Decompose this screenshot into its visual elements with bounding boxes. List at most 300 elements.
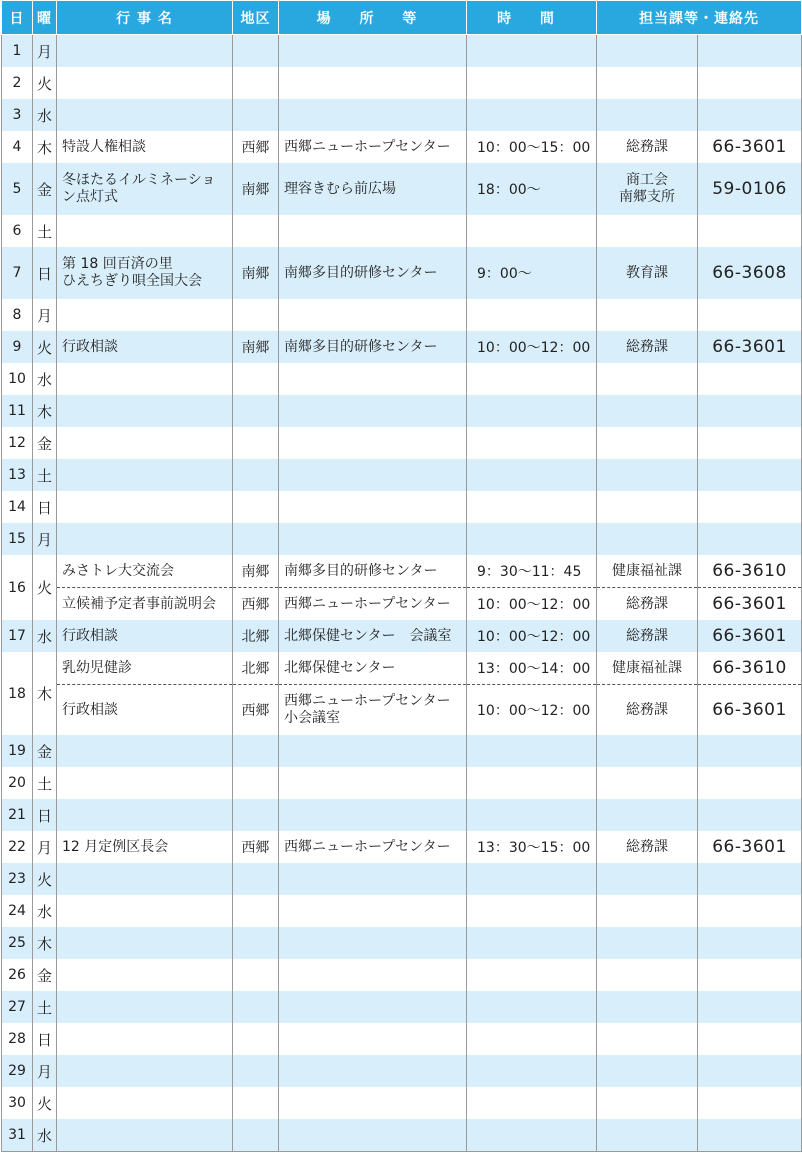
event-area [233, 895, 279, 927]
day-number: 4 [2, 131, 33, 163]
weekday: 木 [33, 395, 57, 427]
event-time [467, 491, 597, 523]
event-tel [698, 299, 802, 331]
event-dept [597, 799, 698, 831]
event-name [57, 927, 233, 959]
event-time [467, 363, 597, 395]
day-number: 12 [2, 427, 33, 459]
event-place [279, 523, 467, 555]
table-row [2, 247, 802, 299]
table-row [2, 163, 802, 215]
event-tel [698, 863, 802, 895]
event-name [57, 215, 233, 247]
event-area: 北郷 [233, 620, 279, 652]
table-row [2, 652, 802, 685]
table-row [2, 215, 802, 247]
event-time: 10：00～12：00 [467, 331, 597, 363]
event-area: 西郷 [233, 588, 279, 621]
event-tel [698, 363, 802, 395]
event-place [279, 395, 467, 427]
table-row [2, 1119, 802, 1152]
event-name [57, 35, 233, 68]
event-dept [597, 863, 698, 895]
day-number: 29 [2, 1055, 33, 1087]
event-name [57, 363, 233, 395]
event-place: 西郷ニューホープセンター [279, 831, 467, 863]
event-area [233, 35, 279, 68]
event-name [57, 1023, 233, 1055]
event-tel [698, 767, 802, 799]
event-time: 10：00～12：00 [467, 588, 597, 621]
table-row [2, 555, 802, 588]
event-dept [597, 991, 698, 1023]
event-dept [597, 1023, 698, 1055]
event-dept [597, 1055, 698, 1087]
event-place [279, 1119, 467, 1152]
event-time [467, 395, 597, 427]
event-tel [698, 427, 802, 459]
table-row [2, 799, 802, 831]
day-number: 6 [2, 215, 33, 247]
event-place [279, 99, 467, 131]
event-place [279, 767, 467, 799]
event-time: 13：30～15：00 [467, 831, 597, 863]
event-place [279, 363, 467, 395]
event-time [467, 767, 597, 799]
event-dept [597, 67, 698, 99]
event-area: 南郷 [233, 555, 279, 588]
event-place [279, 491, 467, 523]
table-row [2, 1023, 802, 1055]
weekday: 金 [33, 163, 57, 215]
event-name [57, 991, 233, 1023]
event-tel: 59-0106 [698, 163, 802, 215]
event-dept [597, 927, 698, 959]
event-dept [597, 363, 698, 395]
table-row [2, 67, 802, 99]
event-place [279, 1023, 467, 1055]
day-number: 16 [2, 555, 33, 620]
event-time [467, 1023, 597, 1055]
event-name [57, 863, 233, 895]
table-row [2, 831, 802, 863]
event-area [233, 927, 279, 959]
event-tel [698, 395, 802, 427]
event-area [233, 363, 279, 395]
weekday: 月 [33, 35, 57, 68]
weekday: 日 [33, 799, 57, 831]
event-area [233, 991, 279, 1023]
event-name [57, 767, 233, 799]
event-tel: 66-3601 [698, 131, 802, 163]
event-place [279, 299, 467, 331]
weekday: 日 [33, 1023, 57, 1055]
event-time [467, 799, 597, 831]
table-row [2, 767, 802, 799]
event-tel: 66-3601 [698, 588, 802, 621]
header-place: 場 所 等 [279, 1, 467, 35]
day-number: 13 [2, 459, 33, 491]
event-area: 南郷 [233, 163, 279, 215]
event-name [57, 895, 233, 927]
table-row [2, 35, 802, 68]
weekday: 木 [33, 927, 57, 959]
event-place [279, 215, 467, 247]
day-number: 5 [2, 163, 33, 215]
event-place [279, 863, 467, 895]
event-tel [698, 67, 802, 99]
weekday: 水 [33, 895, 57, 927]
header-contact: 担当課等・連絡先 [597, 1, 802, 35]
event-tel [698, 35, 802, 68]
day-number: 3 [2, 99, 33, 131]
weekday: 水 [33, 363, 57, 395]
table-row [2, 620, 802, 652]
event-place: 南郷多目的研修センター [279, 247, 467, 299]
event-tel [698, 523, 802, 555]
weekday: 水 [33, 99, 57, 131]
table-row [2, 523, 802, 555]
table-row [2, 99, 802, 131]
event-place: 北郷保健センター 会議室 [279, 620, 467, 652]
event-area: 西郷 [233, 131, 279, 163]
weekday: 日 [33, 491, 57, 523]
event-place [279, 799, 467, 831]
day-number: 24 [2, 895, 33, 927]
event-place: 南郷多目的研修センター [279, 331, 467, 363]
event-tel [698, 735, 802, 767]
event-dept [597, 459, 698, 491]
event-time: 18：00～ [467, 163, 597, 215]
header-event: 行 事 名 [57, 1, 233, 35]
table-row [2, 427, 802, 459]
event-dept [597, 735, 698, 767]
event-time [467, 735, 597, 767]
event-place [279, 927, 467, 959]
weekday: 月 [33, 1055, 57, 1087]
day-number: 31 [2, 1119, 33, 1152]
event-area: 西郷 [233, 685, 279, 736]
event-area: 西郷 [233, 831, 279, 863]
event-place [279, 35, 467, 68]
day-number: 20 [2, 767, 33, 799]
event-time [467, 67, 597, 99]
weekday: 火 [33, 1087, 57, 1119]
event-tel: 66-3601 [698, 620, 802, 652]
event-place [279, 1087, 467, 1119]
header-weekday: 曜 [33, 1, 57, 35]
day-number: 30 [2, 1087, 33, 1119]
event-area [233, 1055, 279, 1087]
event-area [233, 735, 279, 767]
event-place [279, 735, 467, 767]
table-row [2, 1087, 802, 1119]
event-dept [597, 1119, 698, 1152]
day-number: 23 [2, 863, 33, 895]
event-tel [698, 1023, 802, 1055]
event-tel: 66-3601 [698, 685, 802, 736]
table-row [2, 1055, 802, 1087]
day-number: 22 [2, 831, 33, 863]
event-time [467, 1055, 597, 1087]
event-area [233, 427, 279, 459]
header-time: 時 間 [467, 1, 597, 35]
event-time [467, 959, 597, 991]
event-time [467, 523, 597, 555]
event-place [279, 895, 467, 927]
day-number: 21 [2, 799, 33, 831]
event-name: 第 18 回百済の里 ひえちぎり唄全国大会 [57, 247, 233, 299]
event-time: 9：00～ [467, 247, 597, 299]
event-time [467, 299, 597, 331]
event-name [57, 299, 233, 331]
weekday: 金 [33, 735, 57, 767]
table-row [2, 363, 802, 395]
event-place [279, 459, 467, 491]
event-name: 冬ほたるイルミネーション点灯式 [57, 163, 233, 215]
event-calendar-table [1, 0, 802, 1152]
event-dept [597, 99, 698, 131]
table-row [2, 331, 802, 363]
event-tel: 66-3610 [698, 555, 802, 588]
event-dept: 総務課 [597, 131, 698, 163]
event-dept [597, 427, 698, 459]
table-row [2, 299, 802, 331]
event-dept: 総務課 [597, 588, 698, 621]
event-name [57, 459, 233, 491]
event-name [57, 1055, 233, 1087]
event-name: 行政相談 [57, 685, 233, 736]
weekday: 日 [33, 247, 57, 299]
event-name [57, 99, 233, 131]
event-name [57, 735, 233, 767]
event-dept [597, 959, 698, 991]
weekday: 木 [33, 652, 57, 735]
event-area: 南郷 [233, 247, 279, 299]
day-number: 18 [2, 652, 33, 735]
weekday: 火 [33, 331, 57, 363]
event-tel: 66-3610 [698, 652, 802, 685]
event-time [467, 35, 597, 68]
event-name [57, 427, 233, 459]
event-area: 北郷 [233, 652, 279, 685]
event-tel [698, 991, 802, 1023]
event-tel [698, 959, 802, 991]
event-area [233, 491, 279, 523]
event-place [279, 959, 467, 991]
event-area [233, 799, 279, 831]
day-number: 1 [2, 35, 33, 68]
event-time [467, 1119, 597, 1152]
weekday: 金 [33, 427, 57, 459]
weekday: 火 [33, 67, 57, 99]
event-dept: 健康福祉課 [597, 555, 698, 588]
event-dept [597, 395, 698, 427]
event-time [467, 991, 597, 1023]
event-dept: 総務課 [597, 831, 698, 863]
event-place: 北郷保健センター [279, 652, 467, 685]
event-time [467, 1087, 597, 1119]
event-dept [597, 767, 698, 799]
event-area [233, 1023, 279, 1055]
weekday: 火 [33, 555, 57, 620]
event-dept [597, 215, 698, 247]
table-row [2, 395, 802, 427]
event-tel [698, 927, 802, 959]
weekday: 金 [33, 959, 57, 991]
event-area [233, 299, 279, 331]
event-dept [597, 299, 698, 331]
event-place: 南郷多目的研修センター [279, 555, 467, 588]
event-name: 特設人権相談 [57, 131, 233, 163]
event-place [279, 1055, 467, 1087]
event-tel [698, 799, 802, 831]
weekday: 月 [33, 831, 57, 863]
event-time [467, 215, 597, 247]
event-tel: 66-3601 [698, 831, 802, 863]
table-row [2, 131, 802, 163]
table-row [2, 491, 802, 523]
day-number: 28 [2, 1023, 33, 1055]
weekday: 木 [33, 131, 57, 163]
table-row [2, 927, 802, 959]
weekday: 水 [33, 1119, 57, 1152]
event-tel: 66-3608 [698, 247, 802, 299]
event-name: 行政相談 [57, 331, 233, 363]
event-dept [597, 895, 698, 927]
event-tel [698, 1119, 802, 1152]
event-time [467, 895, 597, 927]
day-number: 11 [2, 395, 33, 427]
event-time: 10：00～15：00 [467, 131, 597, 163]
event-name: 立候補予定者事前説明会 [57, 588, 233, 621]
event-name [57, 959, 233, 991]
event-dept: 総務課 [597, 685, 698, 736]
event-tel [698, 491, 802, 523]
table-row [2, 588, 802, 621]
event-area [233, 1087, 279, 1119]
event-name [57, 67, 233, 99]
header-day: 日 [2, 1, 33, 35]
event-area: 南郷 [233, 331, 279, 363]
event-tel [698, 1055, 802, 1087]
event-place: 西郷ニューホープセンター [279, 131, 467, 163]
header-row [2, 1, 802, 35]
day-number: 15 [2, 523, 33, 555]
table-row [2, 895, 802, 927]
event-area [233, 395, 279, 427]
day-number: 26 [2, 959, 33, 991]
event-tel [698, 1087, 802, 1119]
weekday: 土 [33, 991, 57, 1023]
event-name: 乳幼児健診 [57, 652, 233, 685]
event-name [57, 1087, 233, 1119]
table-row [2, 685, 802, 736]
day-number: 27 [2, 991, 33, 1023]
day-number: 10 [2, 363, 33, 395]
event-time [467, 927, 597, 959]
event-area [233, 863, 279, 895]
event-time: 10：00～12：00 [467, 620, 597, 652]
event-time [467, 459, 597, 491]
day-number: 8 [2, 299, 33, 331]
event-place: 理容きむら前広場 [279, 163, 467, 215]
weekday: 月 [33, 523, 57, 555]
weekday: 土 [33, 459, 57, 491]
event-area [233, 959, 279, 991]
header-area: 地区 [233, 1, 279, 35]
event-time [467, 863, 597, 895]
event-name: 12 月定例区長会 [57, 831, 233, 863]
event-name [57, 491, 233, 523]
event-name: みさトレ大交流会 [57, 555, 233, 588]
event-tel: 66-3601 [698, 331, 802, 363]
event-area [233, 767, 279, 799]
table-row [2, 991, 802, 1023]
weekday: 月 [33, 299, 57, 331]
day-number: 19 [2, 735, 33, 767]
table-row [2, 959, 802, 991]
event-time: 9：30～11：45 [467, 555, 597, 588]
event-place [279, 991, 467, 1023]
event-dept: 教育課 [597, 247, 698, 299]
event-dept [597, 491, 698, 523]
table-row [2, 735, 802, 767]
event-dept: 商工会 南郷支所 [597, 163, 698, 215]
day-number: 17 [2, 620, 33, 652]
calendar-body [2, 35, 802, 1152]
event-time [467, 427, 597, 459]
event-area [233, 215, 279, 247]
event-tel [698, 99, 802, 131]
event-time: 13：00～14：00 [467, 652, 597, 685]
event-name [57, 523, 233, 555]
event-dept: 総務課 [597, 331, 698, 363]
event-time: 10：00～12：00 [467, 685, 597, 736]
event-tel [698, 215, 802, 247]
table-row [2, 863, 802, 895]
event-dept [597, 35, 698, 68]
day-number: 7 [2, 247, 33, 299]
event-dept [597, 523, 698, 555]
day-number: 2 [2, 67, 33, 99]
event-name [57, 395, 233, 427]
event-dept [597, 1087, 698, 1119]
event-time [467, 99, 597, 131]
event-place [279, 67, 467, 99]
event-name: 行政相談 [57, 620, 233, 652]
weekday: 火 [33, 863, 57, 895]
event-name [57, 1119, 233, 1152]
event-tel [698, 459, 802, 491]
event-tel [698, 895, 802, 927]
day-number: 25 [2, 927, 33, 959]
event-dept: 総務課 [597, 620, 698, 652]
event-place: 西郷ニューホープセンター 小会議室 [279, 685, 467, 736]
day-number: 14 [2, 491, 33, 523]
event-place: 西郷ニューホープセンター [279, 588, 467, 621]
table-row [2, 459, 802, 491]
event-area [233, 523, 279, 555]
event-name [57, 799, 233, 831]
event-area [233, 99, 279, 131]
event-dept: 健康福祉課 [597, 652, 698, 685]
weekday: 土 [33, 215, 57, 247]
event-place [279, 427, 467, 459]
event-area [233, 459, 279, 491]
weekday: 土 [33, 767, 57, 799]
weekday: 水 [33, 620, 57, 652]
